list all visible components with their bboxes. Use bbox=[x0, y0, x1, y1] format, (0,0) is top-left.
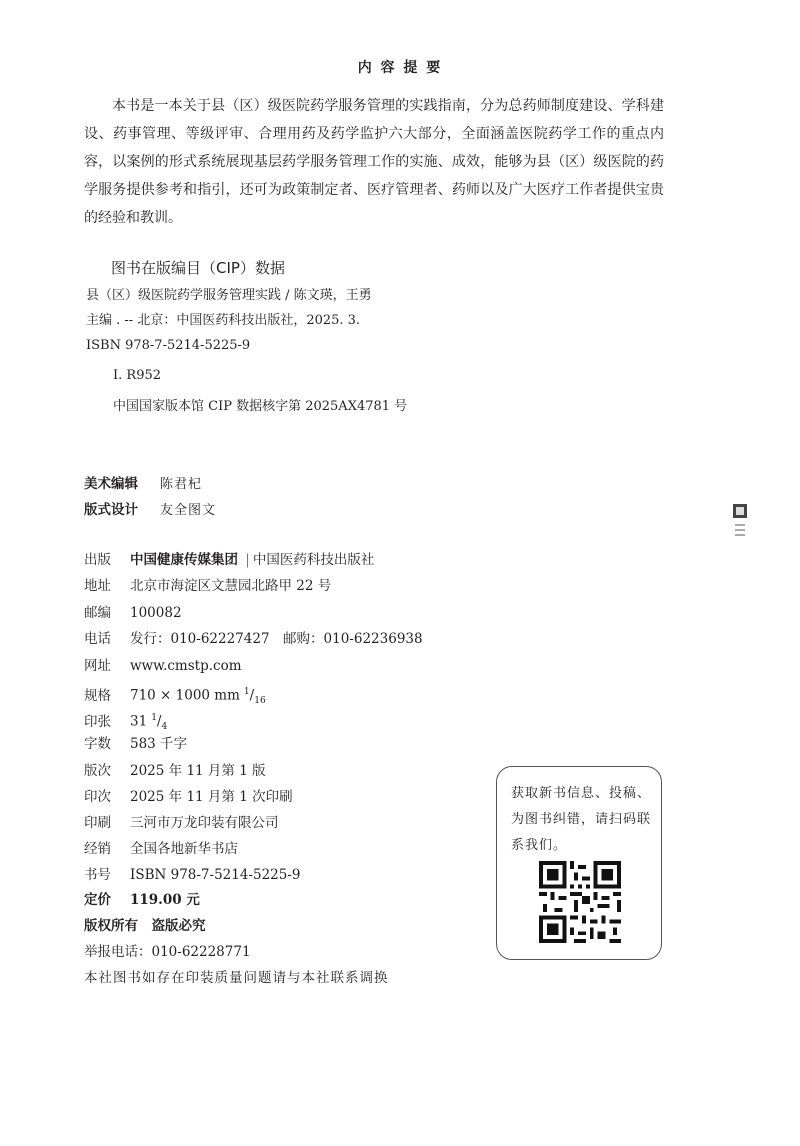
imprint-label: 地址 bbox=[84, 578, 111, 594]
credit-layout-design bbox=[84, 500, 216, 521]
imprint-printing bbox=[84, 787, 293, 807]
side-logo-icon bbox=[733, 504, 747, 544]
imprint-label: 定价 bbox=[84, 892, 111, 908]
summary-body: 本书是一本关于县（区）级医院药学服务管理的实践指南，分为总药师制度建设、学科建设、药事管理、等级评审、合理用药及药学监护六大部分，全面涵盖医院药学工作的重点内容，以案例的形式系统展现基层药学服务管理工作的实施、成效，能够为县（区）级医院的药学服务提供参考和指引，还可为政策制定者、医疗管理者、药师以及广大医疗工作者提供宝贵的经验和教训。 bbox=[84, 98, 664, 226]
imprint-edition bbox=[84, 761, 266, 781]
imprint-value: 100082 bbox=[130, 605, 182, 621]
imprint-value: 119.00 元 bbox=[130, 892, 200, 908]
imprint-price bbox=[84, 890, 200, 910]
imprint-value: 北京市海淀区文慧园北路甲 22 号 bbox=[130, 578, 332, 594]
imprint-report-phone: 举报电话：010-62228771 bbox=[84, 944, 251, 960]
fraction-denominator: 4 bbox=[161, 722, 168, 733]
imprint-value: www.cmstp.com bbox=[130, 658, 242, 674]
imprint-label: 字数 bbox=[84, 736, 111, 752]
qr-instructions: 获取新书信息、投稿、为图书纠错，请扫码联系我们。 bbox=[511, 786, 652, 853]
cip-line-5: 中国国家版本馆 CIP 数据核字第 2025AX4781 号 bbox=[113, 399, 408, 414]
imprint-label: 出版 bbox=[84, 552, 111, 568]
imprint-label: 版次 bbox=[84, 763, 111, 779]
cip-title: 图书在版编目（CIP）数据 bbox=[111, 259, 285, 277]
qr-code-icon[interactable] bbox=[539, 861, 621, 943]
imprint-notice: 本社图书如存在印装质量问题请与本社联系调换 bbox=[84, 970, 389, 986]
imprint-website bbox=[84, 656, 242, 676]
summary-title: 内 容 提 要 bbox=[357, 60, 443, 76]
imprint-value: 31 bbox=[130, 713, 148, 730]
fraction-numerator: 1 bbox=[243, 687, 250, 697]
credit-art-editor bbox=[84, 474, 202, 495]
imprint-publisher bbox=[84, 550, 374, 570]
credit-value: 陈君杞 bbox=[160, 477, 203, 492]
credit-value: 友全图文 bbox=[160, 503, 217, 518]
imprint-label: 印张 bbox=[84, 713, 111, 730]
imprint-isbn bbox=[84, 865, 301, 885]
imprint-label: 网址 bbox=[84, 658, 111, 674]
imprint-label: 经销 bbox=[84, 841, 111, 857]
imprint-value: 583 千字 bbox=[130, 736, 188, 752]
fraction-numerator: 1 bbox=[151, 713, 157, 723]
imprint-format: 规格 710 × 1000 mm $^1/_{16}$ bbox=[84, 687, 266, 707]
qr-contact-box bbox=[496, 766, 662, 960]
publisher-separator: | bbox=[245, 552, 250, 568]
imprint-label: 印次 bbox=[84, 789, 111, 805]
imprint-label: 邮编 bbox=[84, 605, 111, 621]
imprint-label: 印刷 bbox=[84, 815, 111, 831]
imprint-rights: 版权所有 盗版必究 bbox=[84, 918, 206, 934]
imprint-value: 710 × 1000 mm bbox=[130, 687, 240, 704]
imprint-address bbox=[84, 576, 331, 596]
imprint-label: 电话 bbox=[84, 631, 111, 647]
cip-line-2: 主编 . -- 北京：中国医药科技出版社，2025. 3. bbox=[86, 313, 361, 328]
credit-label: 版式设计 bbox=[84, 502, 138, 518]
imprint-word-count bbox=[84, 734, 187, 754]
imprint-phone bbox=[84, 629, 423, 649]
imprint-value: 2025 年 11 月第 1 版 bbox=[130, 763, 266, 779]
imprint-value: ISBN 978-7-5214-5225-9 bbox=[130, 867, 301, 883]
cip-line-1: 县（区）级医院药学服务管理实践 / 陈文瑛，王勇 bbox=[86, 288, 372, 303]
imprint-distributor bbox=[84, 839, 238, 859]
imprint-label: 规格 bbox=[84, 687, 111, 704]
publisher-group: 中国健康传媒集团 bbox=[130, 552, 238, 568]
credit-label: 美术编辑 bbox=[84, 476, 138, 492]
imprint-value: 全国各地新华书店 bbox=[130, 841, 238, 857]
imprint-postcode bbox=[84, 603, 182, 623]
imprint-label: 书号 bbox=[84, 867, 111, 883]
fraction-denominator: 16 bbox=[254, 696, 266, 707]
publisher-name: 中国医药科技出版社 bbox=[252, 552, 375, 568]
imprint-value: 2025 年 11 月第 1 次印刷 bbox=[130, 789, 293, 805]
imprint-value: 发行：010-62227427 邮购：010-62236938 bbox=[130, 631, 423, 647]
imprint-value: 三河市万龙印装有限公司 bbox=[130, 815, 279, 831]
cip-line-3: ISBN 978-7-5214-5225-9 bbox=[86, 338, 251, 353]
imprint-sheets: 印张 31 $^1/_4$ bbox=[84, 713, 168, 733]
cip-line-4: Ⅰ. R952 bbox=[113, 368, 162, 383]
imprint-printer bbox=[84, 813, 279, 833]
